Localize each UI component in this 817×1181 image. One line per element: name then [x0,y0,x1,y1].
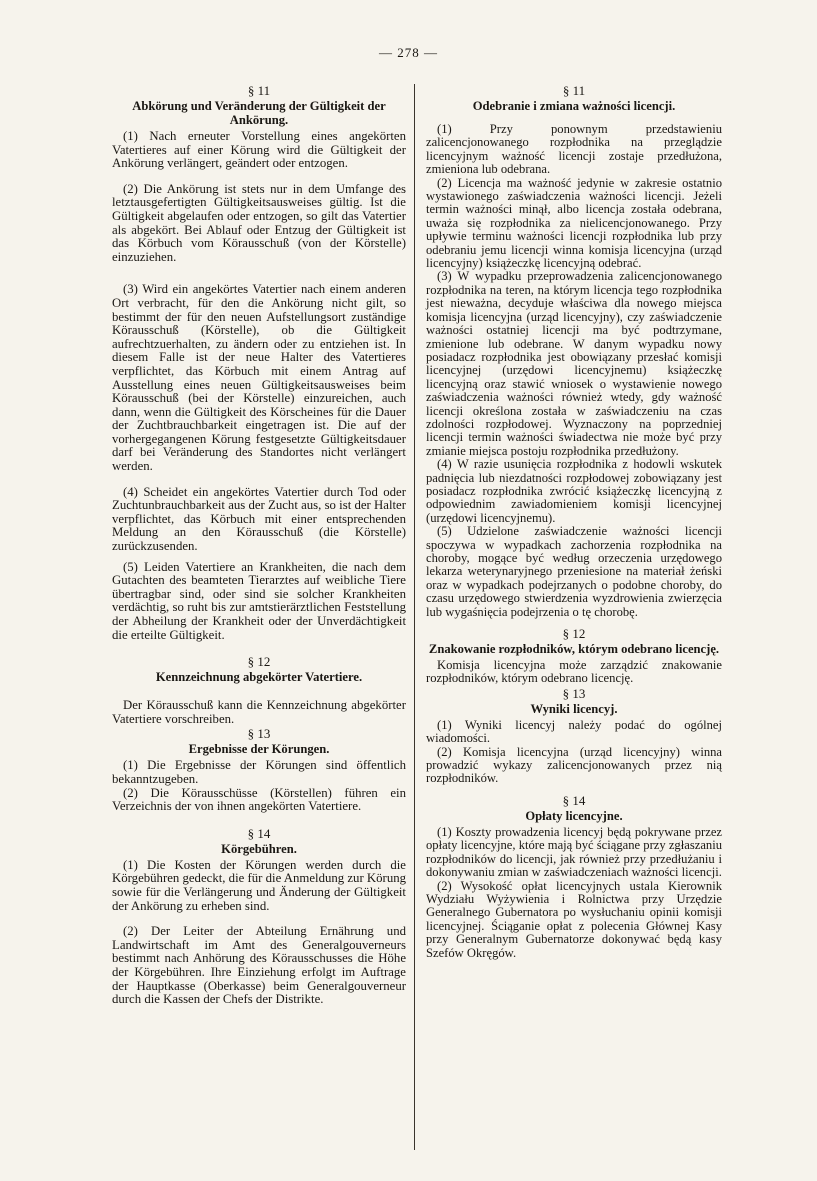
section-number: § 14 [247,825,271,841]
paragraph: (1) Die Kosten der Körungen werden durch die Körgebühren gedeckt, die für die Anmeldung zur Körung sowie für die Verlängerung und Änderung der Gültigkeit der Ankörung zu erheben sind. [112,857,407,913]
section-number: § 12 [562,626,586,642]
paragraph: (1) Koszty prowadzenia licencyj będą pokrywane przez opłaty licencyjne, które mają być ściągane przy zgłaszaniu rozpłodników do licencji, jak również przy przedłużaniu i dokonywaniu zmian w zaświadczeniach ważności licencji. [426,824,722,880]
paragraph: (2) Der Leiter der Abteilung Ernährung und Landwirtschaft im Amt des Generalgouverneurs bestimmt nach Anhörung des Körausschusses die Höhe der Körgebühren. Ihre Einziehung erfolgt im Auftrage der Hauptkasse (Oberkasse) beim Generalgouverneur durch die Kassen der Chefs der Distrikte. [112,924,406,1007]
polish-column [426,76,722,960]
section-title: Kennzeichnung abgekörter Vatertiere. [155,670,363,685]
paragraph: (2) Die Körausschüsse (Körstellen) führen ein Verzeichnis der von ihnen angekörten Vatertiere. [112,785,406,814]
page-number: — 278 — [379,45,438,60]
section-number: § 12 [247,654,271,670]
paragraph: (1) Przy ponownym przedstawieniu zalicencjonowanego rozpłodnika na przeglądzie licencyjnym ważność licencji zostaje przedłużona, zmieniona lub odebrana. [426,122,722,177]
paragraph: (1) Nach erneuter Vorstellung eines angekörten Vatertieres auf einer Körung wird die Gültigkeit der Ankörung verlängert, geändert oder entzogen. [112,129,406,171]
paragraph: Komisja licencyjna może zarządzić znakowanie rozpłodników, którym odebrano licencję. [426,658,722,686]
section-title: Körgebühren. [221,841,297,856]
section-title: Wyniki licencyj. [530,701,618,716]
paragraph: (2) Komisja licencyjna (urząd licencyjny) winna prowadzić wykazy zalicencjonowanych przez nią rozpłodników. [426,744,722,786]
german-column [112,76,406,1007]
paragraph: (2) Licencja ma ważność jedynie w zakresie ostatnio wystawionego zaświadczenia ważności licencji. Jeżeli termin ważności minął, albo licencja została odebrana, uważa się rozpłodnika za nielicencjonowanego. Przy upływie terminu ważności licencji rozpłodnika lub przy odebraniu jemu licencji winna komisja licencyjna (urząd licencyjny) książeczkę licencyjną odebrać. [426,175,722,271]
section-title: Abkörung und Veränderung der Gültigkeit der Ankörung. [132,99,386,127]
paragraph: (5) Leiden Vatertiere an Krankheiten, die nach dem Gutachten des beamteten Tierarztes auf weibliche Tiere übertragbar sind, oder sind sie solcher Krankheiten verdächtig, so ruht bis zur amtstierärztlichen Feststellung der Abheilung der Krankheit oder der Unverdächtigkeit die erteilte Gültigkeit. [112,559,406,642]
paragraph: (5) Udzielone zaświadczenie ważności licencji spoczywa w wypadkach zachorzenia rozpłodnika na choroby, mogące być według orzeczenia urzędowego lekarza weterynaryjnego przeniesione na materiał żeński oraz w wypadkach podejrzanych o podobne choroby, do czasu urzędowego stwierdzenia wyzdrowienia zwierzęcia lub wygaśnięcia podejrzenia o tę chorobę. [426,524,722,619]
section-number: § 13 [247,726,271,742]
paragraph: (2) Wysokość opłat licencyjnych ustala Kierownik Wydziału Wyżywienia i Rolnictwa przy Urzędzie Generalnego Gubernatora po wysłuchaniu opinii komisji licencyjnej. Ściąganie opłat z polecenia Głównej Kasy przy Generalnym Gubernatorze dokonywać będą kasy Szefów Okręgów. [426,878,722,960]
paragraph: Der Körausschuß kann die Kennzeichnung abgekörter Vatertiere vorschreiben. [112,698,406,726]
section-title: Odebranie i zmiana ważności licencji. [472,99,676,113]
paragraph: (4) Scheidet ein angekörtes Vatertier durch Tod oder Zuchtunbrauchbarkeit aus der Zucht aus, so ist der Halter verpflichtet, das Körbuch mit einer entsprechenden Meldung an den Körausschuß (die Körstelle) zurückzusenden. [112,484,406,554]
paragraph: (4) W razie usunięcia rozpłodnika z hodowli wskutek padnięcia lub niezdatności rozpłodowej zobowiązany jest posiadacz rozpłodnika zwrócić książeczkę licencyjną z odpowiednim zawiadomieniem komisji licencyjnej (urzędowi licencyjnemu). [426,457,722,525]
section-number: § 13 [562,685,586,701]
section-number: § 11 [247,83,271,98]
section-title: Opłaty licencyjne. [525,808,623,823]
paragraph: (1) Die Ergebnisse der Körungen sind öffentlich bekanntzugeben. [112,758,406,786]
section-number: § 11 [562,83,586,98]
paragraph: (1) Wyniki licencyj należy podać do ogólnej wiadomości. [426,717,722,746]
paragraph: (3) Wird ein angekörtes Vatertier nach einem anderen Ort verbracht, für den die Ankörung nicht gilt, so bestimmt der für den neuen Aufstellungsort zuständige Körausschuß (Körstelle), ob die Gültigkeit aufrechtzuerhalten, zu ändern oder zu entziehen ist. In diesem Falle ist der neue Halter des Vatertieres verpflichtet, das Körbuch mit einem Antrag auf Ausstellung eines neuen Gültigkeitsausweises beim Körausschuß (bei der Körstelle) einzureichen, auch dann, wenn die Gültigkeit des Körscheines für die Dauer der Zuchtbrauchbarkeit eingetragen ist. Die auf der vorhergegangenen Körung festgesetzte Gültigkeitsdauer darf bei Veränderung des Standortes nicht verlängert werden. [112,282,406,474]
paragraph: (2) Die Ankörung ist stets nur in dem Umfange des letztausgefertigten Gültigkeitsausweises gültig. Ist die Gültigkeit abgelaufen oder entzogen, so gilt das Vatertier als abgekört. Bei Ablauf oder Entzug der Gültigkeit ist das Körbuch vom Körausschuß (von der Körstelle) einzuziehen. [112,181,406,264]
section-title: Ergebnisse der Körungen. [188,742,330,757]
section-number: § 14 [562,792,586,808]
section-title: Znakowanie rozpłodników, którym odebrano licencję. [428,642,720,657]
paragraph: (3) W wypadku przeprowadzenia zalicencjonowanego rozpłodnika na teren, na którym licencja tego rozpłodnika jest nieważna, decyduje właściwa dla nowego miejsca komisja licencyjna (urząd licencyjny), czy zaświadczenie ważności ostatniej licencji ma być podtrzymane, zmienione lub odebrane. W danym wypadku nowy posiadacz rozpłodnika jest obowiązany przesłać komisji licencyjnej (urzędowi licencyjnemu) książeczkę licencyjną oraz stawić wniosek o wystawienie nowego zaświadczenia ważności również wtedy, gdy ważność licencji określona została w zaświadczeniu na czas zdolności rozpłodowej. Wyznaczony na poprzedniej licencji termin ważności świadectwa nie może być przy zmianie miejsca postoju rozpłodnika przedłużony. [426,269,722,458]
column-divider [414,84,415,1150]
